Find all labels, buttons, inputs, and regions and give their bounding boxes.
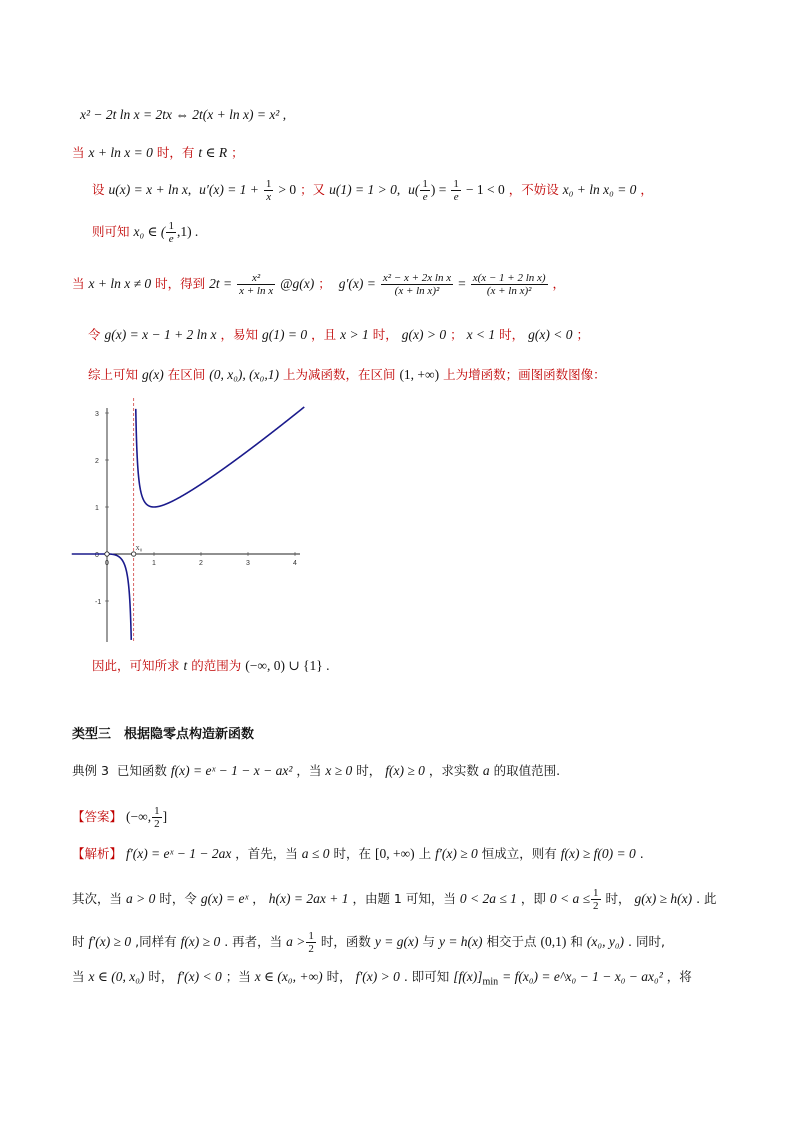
answer-line	[72, 805, 167, 830]
math-expression: x₀ + ln x₀ = 0	[562, 182, 637, 197]
math-expression: f(x) ≥ 0	[385, 763, 425, 778]
fraction: $\frac{1}{e}$	[453, 178, 459, 203]
math-expression: g(x) < 0	[528, 327, 573, 342]
text: ，将	[666, 969, 692, 984]
fraction: $\frac{\text{x²}}{\text{x + ln x}}$	[239, 272, 274, 297]
text: 与	[422, 934, 435, 949]
text: ；又	[300, 182, 326, 197]
text: ；	[450, 327, 463, 342]
text: 和	[570, 934, 583, 949]
math-expression: ) =	[430, 182, 447, 197]
math-expression: g(x) ≥ h(x)	[634, 891, 693, 906]
analysis-paragraph-1	[72, 845, 644, 863]
text: . 再者，当	[224, 934, 283, 949]
math-expression: g(x) = x − 1 + 2 ln x	[104, 327, 217, 342]
math-expression: g(x) > 0	[401, 327, 447, 342]
math-expression: g(1) = 0	[262, 327, 308, 342]
function-graph	[62, 396, 307, 646]
fraction: $\frac{1}{x}$	[265, 178, 272, 203]
text: 令	[88, 327, 101, 342]
math-expression: h(x) = 2ax + 1	[268, 891, 349, 906]
math-expression: x ∈ (x₀, +∞)	[254, 969, 323, 984]
derivation-line-4	[92, 220, 198, 245]
math-expression: (0, x₀), (x₀,1)	[209, 367, 279, 382]
math-expression: − 1 < 0	[465, 182, 505, 197]
math-expression: g′(x) =	[338, 276, 376, 291]
text: 其次，当	[72, 891, 123, 906]
math-expression: =	[458, 276, 466, 291]
text: ，首先，当	[235, 846, 298, 861]
text: ，易知	[220, 327, 259, 342]
graph-ticks	[95, 411, 297, 606]
text: 时，	[605, 891, 631, 906]
text: 时，	[499, 327, 525, 342]
text: 的范围为	[191, 658, 242, 673]
text: ；	[576, 327, 589, 342]
text: . 此	[696, 891, 717, 906]
text: 上为增函数；画图函数图像：	[443, 367, 606, 382]
math-expression: 2t =	[209, 276, 233, 291]
text: ，当	[296, 763, 322, 778]
fraction: $\frac{1}{e}$	[168, 220, 174, 245]
text: 时，得到	[155, 276, 206, 291]
math-expression: x + ln x ≠ 0	[88, 276, 152, 291]
fraction: $\frac{1}{e}$	[422, 178, 428, 203]
math-expression: [f(x)]	[453, 969, 483, 984]
math-expression: g(x)	[142, 367, 164, 382]
math-expression: > 0	[278, 182, 297, 197]
text: 当	[72, 969, 85, 984]
text: 当	[72, 276, 85, 291]
math-expression: ,1) .	[176, 224, 199, 239]
text: 时，	[326, 969, 352, 984]
y-tick-label: 3	[95, 411, 99, 418]
text: 时，	[148, 969, 174, 984]
text: ，	[252, 891, 265, 906]
text: 的取值范围.	[493, 763, 561, 778]
math-expression: a > 0	[126, 891, 156, 906]
x-tick-label: 2	[199, 560, 203, 567]
x-tick-label: 0	[105, 560, 109, 567]
math-expression: y = g(x)	[374, 934, 419, 949]
text: ，由题 1 可知，当	[352, 891, 456, 906]
text: 已知函数	[116, 763, 167, 778]
graph-axes	[72, 408, 300, 642]
example-statement	[72, 762, 560, 780]
math-expression: x² − 2t ln x = 2tx ⇔ 2t(x + ln x) = x² ,	[80, 107, 287, 122]
x0-point	[131, 552, 135, 556]
case-line-5	[72, 272, 565, 297]
y-tick-label: 1	[95, 505, 99, 512]
math-expression: f(x) ≥ 0	[180, 934, 221, 949]
x-tick-label: 4	[293, 560, 297, 567]
analysis-paragraph-4	[72, 968, 692, 992]
text: .	[639, 846, 644, 861]
analysis-paragraph-3	[72, 930, 665, 955]
text: ；	[231, 145, 244, 160]
math-expression: t	[183, 658, 188, 673]
analysis-paragraph-2	[72, 887, 717, 912]
text: ；	[318, 276, 331, 291]
text: 时，在	[333, 846, 371, 861]
fraction: $\frac{1}{2}$	[308, 930, 314, 955]
math-expression: f′(x) > 0	[355, 969, 400, 984]
math-expression: (x₀, y₀)	[586, 934, 625, 949]
math-expression: g(x) = eˣ	[200, 891, 249, 906]
text: 上	[418, 846, 432, 861]
text: 上为减函数，在区间	[282, 367, 396, 382]
math-expression: f(x) ≥ f(0) = 0	[560, 846, 636, 861]
math-expression: 0 < a ≤	[549, 891, 590, 906]
math-expression: f′(x) ≥ 0	[88, 934, 132, 949]
text: ，即	[520, 891, 546, 906]
fraction: $\frac{1}{2}$	[593, 887, 599, 912]
text: ,同样有	[135, 934, 177, 949]
text: 设	[92, 182, 105, 197]
text: 恒成立，则有	[481, 846, 557, 861]
text: 时，有	[156, 145, 195, 160]
y-tick-label: -1	[95, 599, 102, 606]
x0-label: x₀	[135, 543, 143, 552]
conclusion-line-8	[92, 657, 330, 675]
text: 因此，可知所求	[92, 658, 180, 673]
text: 时	[72, 934, 85, 949]
math-expression: y = h(x)	[438, 934, 483, 949]
text: 在区间	[167, 367, 206, 382]
math-expression: u(x) = x + ln x	[108, 182, 188, 197]
text: 时，函数	[320, 934, 371, 949]
origin-point	[105, 552, 109, 556]
derivation-line-3: 设 u(x) = x + ln x, u′(x) = 1 + $\frac{1}{x}$ > 0 ；又 u(1) = 1 > 0, u( $\frac{1}{e}$ ) = $\frac{1}{e}$ − 1 < 0 ，不妨设 x₀ + ln x₀ = 0 ，	[92, 178, 653, 203]
text: ，且	[311, 327, 337, 342]
math-expression: x ≥ 0	[325, 763, 353, 778]
text: ，不妨设	[508, 182, 559, 197]
text: 时，	[356, 763, 382, 778]
analysis-label: 【解析】	[72, 846, 123, 861]
math-expression: f′(x) < 0	[177, 969, 222, 984]
section-heading: 类型三 根据隐零点构造新函数	[72, 727, 255, 742]
math-expression: x + ln x = 0	[88, 145, 153, 160]
answer-label: 【答案】	[72, 809, 123, 824]
text: ，	[640, 182, 653, 197]
math-expression: x < 1	[466, 327, 496, 342]
example-label: 典例 3	[72, 763, 109, 778]
text: ，求实数	[428, 763, 479, 778]
text: 时，	[372, 327, 398, 342]
text: 则可知	[92, 224, 130, 239]
text: ，	[552, 276, 566, 291]
fraction: $\frac{\text{x(x − 1 + 2 ln x)}}{\text{(x + ln x)²}}$	[472, 272, 546, 297]
math-expression: @g(x)	[280, 276, 315, 291]
fraction: $\frac{\text{x² − x + 2x ln x}}{\text{(x + ln x)²}}$	[382, 272, 452, 297]
math-expression: x₀ ∈ (	[133, 224, 166, 239]
math-expression: u(	[408, 182, 420, 197]
math-expression: f(x) = eˣ − 1 − x − ax²	[170, 763, 293, 778]
math-expression: a ≤ 0	[301, 846, 330, 861]
curve-right-branch	[136, 407, 305, 507]
y-tick-label: 2	[95, 458, 99, 465]
subscript: min	[482, 976, 499, 988]
math-expression: a	[482, 763, 490, 778]
math-expression: [0, +∞)	[374, 846, 415, 861]
equation-line-1	[80, 106, 286, 124]
text: . 同时,	[628, 934, 665, 949]
text: ；当	[225, 969, 251, 984]
text: . 即可知	[403, 969, 450, 984]
math-expression: (1, +∞)	[399, 367, 440, 382]
math-expression: f′(x) ≥ 0	[435, 846, 478, 861]
y-tick-label: 0	[95, 552, 99, 559]
fraction: $\frac{1}{2}$	[154, 805, 160, 830]
math-expression: t ∈ R	[198, 145, 228, 160]
text: 当	[72, 145, 85, 160]
math-expression: ]	[162, 809, 168, 824]
text: 时，令	[159, 891, 197, 906]
math-expression: u′(x) = 1 +	[199, 182, 259, 197]
case-line-2	[72, 144, 244, 162]
math-expression: 0 < 2a ≤ 1	[459, 891, 517, 906]
summary-line-7	[88, 366, 606, 384]
curve-left-branch	[108, 554, 131, 640]
math-expression: (−∞, 0) ∪ {1} .	[245, 658, 330, 673]
text: 相交于点	[486, 934, 537, 949]
math-expression: f′(x) = eˣ − 1 − 2ax	[126, 846, 232, 861]
math-expression: x > 1	[340, 327, 369, 342]
text: 综上可知	[88, 367, 139, 382]
math-expression: = f(x₀) = e^x₀ − 1 − x₀ − ax₀²	[502, 969, 663, 984]
math-expression: x ∈ (0, x₀)	[88, 969, 145, 984]
derivation-line-6	[88, 326, 589, 344]
math-expression: u(1) = 1 > 0	[329, 182, 397, 197]
math-expression: (−∞,	[126, 809, 152, 824]
x-tick-label: 3	[246, 560, 250, 567]
math-expression: (0,1)	[540, 934, 567, 949]
x-tick-label: 1	[152, 560, 156, 567]
math-expression: a >	[286, 934, 306, 949]
